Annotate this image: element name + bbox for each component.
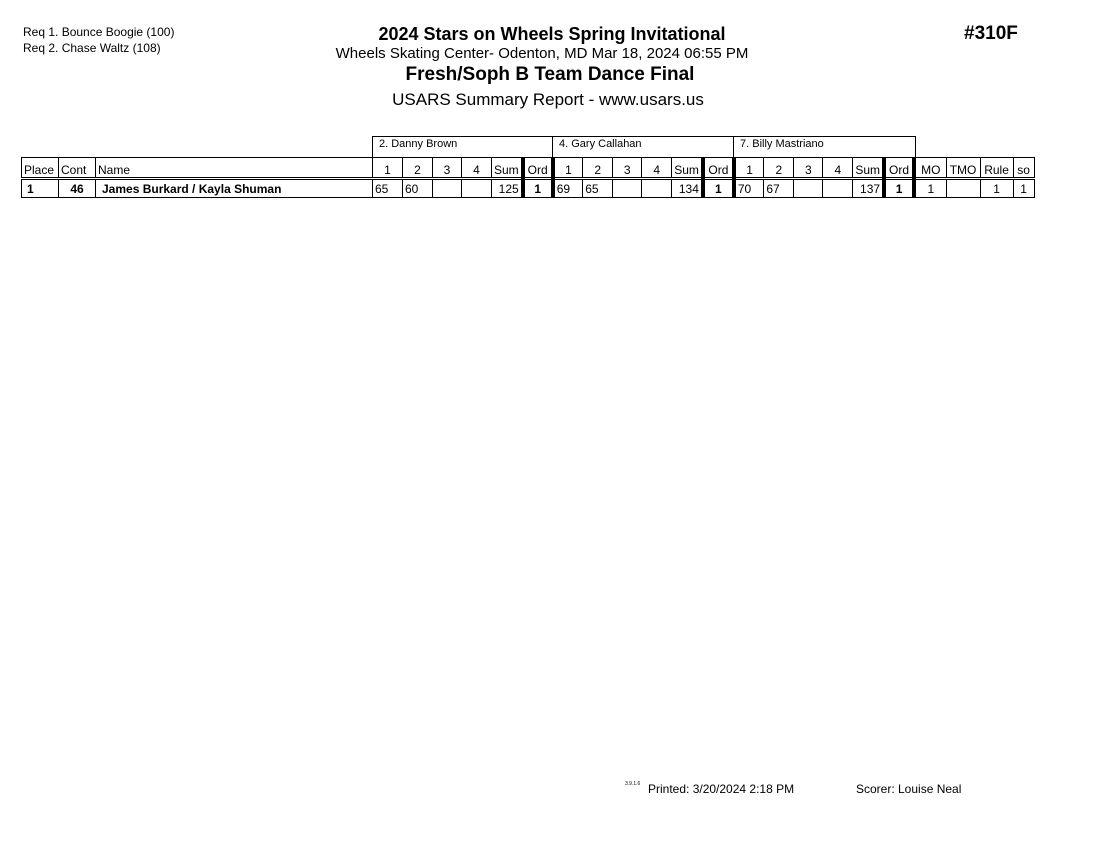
requirement-1: Req 1. Bounce Boogie (100) — [23, 25, 175, 39]
col-j3-4: 4 — [823, 158, 853, 179]
j3-sum: 137 — [853, 179, 884, 198]
col-j3-2: 2 — [764, 158, 794, 179]
col-j2-1: 1 — [553, 158, 583, 179]
j1-score-2: 60 — [403, 179, 433, 198]
cont-cell: 46 — [59, 179, 96, 198]
scorer-label: Scorer: Louise Neal — [856, 782, 962, 796]
table-row — [22, 179, 1035, 198]
col-j2-ord: Ord — [703, 158, 734, 179]
col-j3-3: 3 — [794, 158, 823, 179]
j2-score-1: 69 — [553, 179, 583, 198]
judge-header-1: 2. Danny Brown — [372, 136, 553, 157]
so-cell: 1 — [1013, 179, 1034, 198]
report-title: USARS Summary Report - www.usars.us — [392, 90, 704, 109]
judge-header-2: 4. Gary Callahan — [552, 136, 734, 157]
j2-score-2: 65 — [583, 179, 613, 198]
col-rule: Rule — [980, 158, 1013, 179]
version-label: 3.9.1.6 — [625, 781, 641, 787]
j3-score-1: 70 — [734, 179, 764, 198]
col-j1-ord: Ord — [523, 158, 553, 179]
j3-score-2: 67 — [764, 179, 794, 198]
col-j1-3: 3 — [433, 158, 462, 179]
j2-sum: 134 — [672, 179, 703, 198]
name-cell: James Burkard / Kayla Shuman — [96, 179, 373, 198]
header-row — [22, 158, 1035, 179]
col-mo: MO — [914, 158, 946, 179]
col-j3-1: 1 — [734, 158, 764, 179]
j2-ord: 1 — [703, 179, 734, 198]
col-j2-sum: Sum — [672, 158, 703, 179]
j1-score-4 — [462, 179, 492, 198]
j3-score-3 — [794, 179, 823, 198]
col-j2-3: 3 — [613, 158, 642, 179]
requirement-2: Req 2. Chase Waltz (108) — [23, 41, 161, 55]
j3-ord: 1 — [884, 179, 914, 198]
col-j2-4: 4 — [642, 158, 672, 179]
j2-score-3 — [613, 179, 642, 198]
place-cell: 1 — [22, 179, 59, 198]
event-title: Fresh/Soph B Team Dance Final — [405, 64, 695, 85]
col-name: Name — [96, 158, 373, 179]
col-j2-2: 2 — [583, 158, 613, 179]
results-table — [21, 157, 1035, 198]
mo-cell: 1 — [914, 179, 946, 198]
j1-ord: 1 — [523, 179, 553, 198]
col-tmo: TMO — [946, 158, 980, 179]
col-j3-sum: Sum — [853, 158, 884, 179]
event-number: #310F — [964, 23, 1018, 44]
j3-score-4 — [823, 179, 853, 198]
col-j1-4: 4 — [462, 158, 492, 179]
rule-cell: 1 — [980, 179, 1013, 198]
venue-date: Wheels Skating Center- Odenton, MD Mar 18, 2024 06:55 PM — [335, 45, 749, 62]
competition-title: 2024 Stars on Wheels Spring Invitational — [378, 24, 726, 44]
col-j3-ord: Ord — [884, 158, 914, 179]
col-j1-sum: Sum — [492, 158, 523, 179]
j1-score-3 — [433, 179, 462, 198]
col-cont: Cont — [59, 158, 96, 179]
col-j1-2: 2 — [403, 158, 433, 179]
j1-score-1: 65 — [373, 179, 403, 198]
col-so: so — [1013, 158, 1034, 179]
j2-score-4 — [642, 179, 672, 198]
tmo-cell — [946, 179, 980, 198]
col-j1-1: 1 — [373, 158, 403, 179]
j1-sum: 125 — [492, 179, 523, 198]
col-place: Place — [22, 158, 59, 179]
judge-header-3: 7. Billy Mastriano — [733, 136, 916, 157]
printed-timestamp: Printed: 3/20/2024 2:18 PM — [648, 782, 795, 796]
